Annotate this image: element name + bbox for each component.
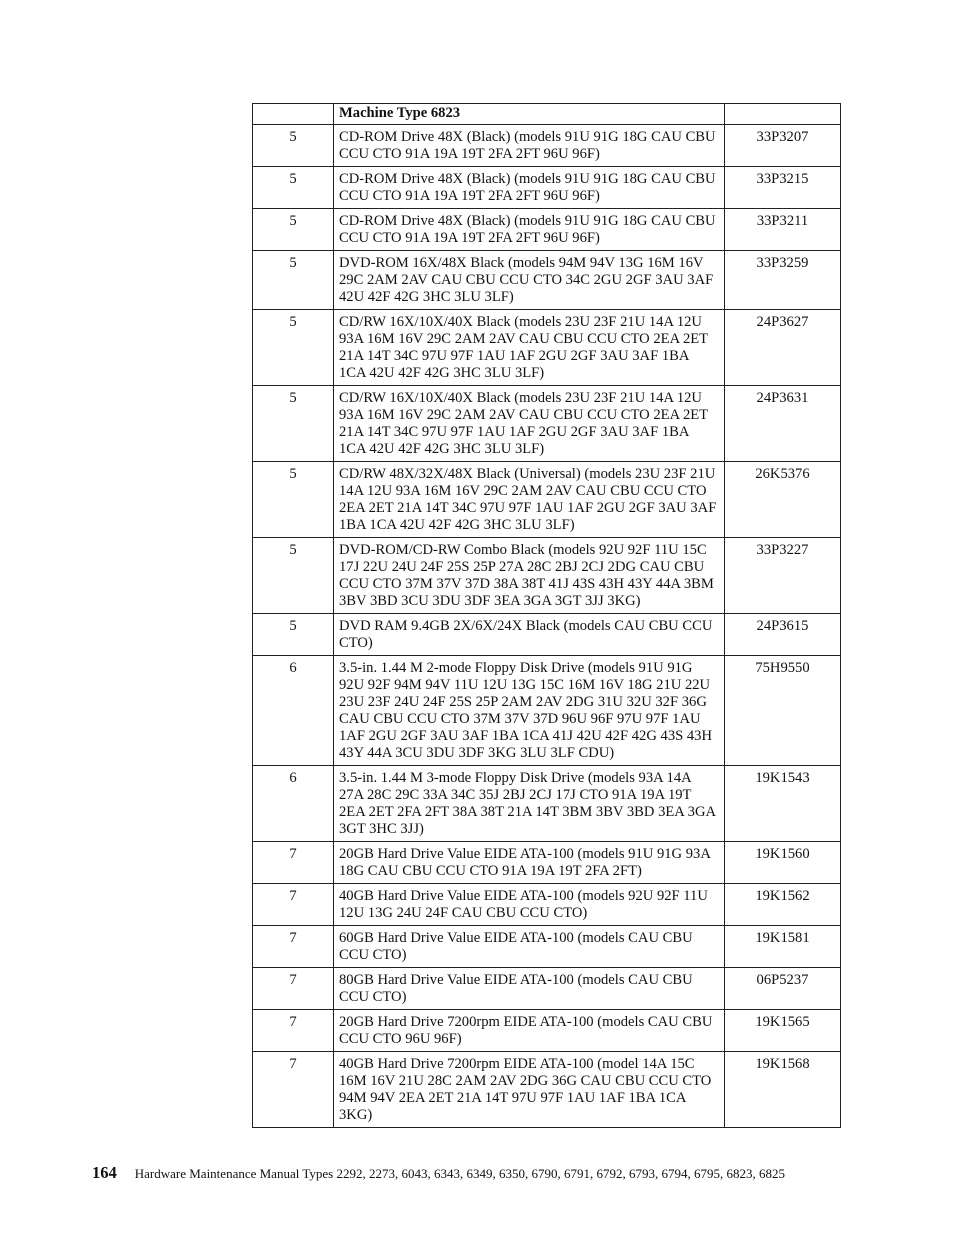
index-cell: 5	[253, 614, 334, 656]
table-row	[253, 125, 841, 167]
footer-title: Hardware Maintenance Manual Types 2292, 2273, 6043, 6343, 6349, 6350, 6790, 6791, 6792, 6793, 6794, 6795, 6823, 6825	[134, 1166, 785, 1181]
fru-number-cell: 19K1560	[725, 842, 841, 884]
fru-number-cell: 19K1562	[725, 884, 841, 926]
fru-number-cell: 19K1565	[725, 1010, 841, 1052]
index-cell: 7	[253, 884, 334, 926]
fru-number-cell: 19K1581	[725, 926, 841, 968]
fru-number-cell: 24P3631	[725, 386, 841, 462]
description-cell: 40GB Hard Drive 7200rpm EIDE ATA-100 (model 14A 15C 16M 16V 21U 28C 2AM 2AV 2DG 36G CAU CBU CCU CTO 94M 94V 2EA 2ET 21A 14T 97U 97F 1AU 1AF 1BA 1CA 3KG)	[334, 1052, 725, 1128]
table-row	[253, 209, 841, 251]
fru-number-cell: 75H9550	[725, 656, 841, 766]
table-row	[253, 386, 841, 462]
table-row	[253, 842, 841, 884]
description-cell: CD/RW 16X/10X/40X Black (models 23U 23F 21U 14A 12U 93A 16M 16V 29C 2AM 2AV CAU CBU CCU CTO 2EA 2ET 21A 14T 34C 97U 97F 1AU 1AF 2GU 2GF 3AU 3AF 1BA 1CA 42U 42F 42G 3HC 3LU 3LF)	[334, 386, 725, 462]
index-cell: 5	[253, 386, 334, 462]
description-cell: CD-ROM Drive 48X (Black) (models 91U 91G 18G CAU CBU CCU CTO 91A 19A 19T 2FA 2FT 96U 96F)	[334, 125, 725, 167]
fru-number-cell: 33P3211	[725, 209, 841, 251]
index-cell: 5	[253, 251, 334, 310]
description-cell: 3.5-in. 1.44 M 3-mode Floppy Disk Drive (models 93A 14A 27A 28C 29C 33A 34C 35J 2BJ 2CJ 17J CTO 91A 19A 19T 2EA 2ET 2FA 2FT 38A 38T 21A 14T 3BM 3BV 3BD 3EA 3GA 3GT 3HC 3JJ)	[334, 766, 725, 842]
index-cell: 5	[253, 310, 334, 386]
parts-table	[252, 103, 841, 1128]
index-cell: 5	[253, 125, 334, 167]
header-machine-type: Machine Type 6823	[334, 104, 725, 125]
description-cell: DVD-ROM 16X/48X Black (models 94M 94V 13G 16M 16V 29C 2AM 2AV CAU CBU CCU CTO 34C 2GU 2GF 3AU 3AF 42U 42F 42G 3HC 3LU 3LF)	[334, 251, 725, 310]
table-row	[253, 167, 841, 209]
index-cell: 7	[253, 842, 334, 884]
header-fru-cell	[725, 104, 841, 125]
fru-number-cell: 33P3227	[725, 538, 841, 614]
index-cell: 7	[253, 968, 334, 1010]
description-cell: DVD RAM 9.4GB 2X/6X/24X Black (models CAU CBU CCU CTO)	[334, 614, 725, 656]
table-row	[253, 926, 841, 968]
description-cell: 3.5-in. 1.44 M 2-mode Floppy Disk Drive (models 91U 91G 92U 92F 94M 94V 11U 12U 13G 15C 16M 16V 18G 21U 22U 23U 23F 24U 24F 25S 25P 2AM 2AV 2DG 31U 32U 32F 36G CAU CBU CCU CTO 37M 37V 37D 96U 96F 97U 97F 1AU 1AF 2GU 2GF 3AU 3AF 1BA 1CA 41J 42U 42F 42G 43S 43H 43Y 44A 3CU 3DU 3DF 3KG 3LU 3LF CDU)	[334, 656, 725, 766]
index-cell: 5	[253, 462, 334, 538]
index-cell: 7	[253, 1052, 334, 1128]
fru-number-cell: 06P5237	[725, 968, 841, 1010]
table-row	[253, 310, 841, 386]
index-cell: 7	[253, 1010, 334, 1052]
table-row	[253, 1052, 841, 1128]
description-cell: CD-ROM Drive 48X (Black) (models 91U 91G 18G CAU CBU CCU CTO 91A 19A 19T 2FA 2FT 96U 96F)	[334, 167, 725, 209]
fru-number-cell: 19K1568	[725, 1052, 841, 1128]
table-row	[253, 538, 841, 614]
fru-number-cell: 19K1543	[725, 766, 841, 842]
description-cell: 20GB Hard Drive 7200rpm EIDE ATA-100 (models CAU CBU CCU CTO 96U 96F)	[334, 1010, 725, 1052]
description-cell: CD/RW 48X/32X/48X Black (Universal) (models 23U 23F 21U 14A 12U 93A 16M 16V 29C 2AM 2AV CAU CBU CCU CTO 2EA 2ET 21A 14T 34C 97U 97F 1AU 1AF 2GU 2GF 3AU 3AF 1BA 1CA 42U 42F 42G 3HC 3LU 3LF)	[334, 462, 725, 538]
fru-number-cell: 24P3615	[725, 614, 841, 656]
description-cell: 40GB Hard Drive Value EIDE ATA-100 (models 92U 92F 11U 12U 13G 24U 24F CAU CBU CCU CTO)	[334, 884, 725, 926]
table-row	[253, 614, 841, 656]
fru-number-cell: 33P3215	[725, 167, 841, 209]
description-cell: CD-ROM Drive 48X (Black) (models 91U 91G 18G CAU CBU CCU CTO 91A 19A 19T 2FA 2FT 96U 96F)	[334, 209, 725, 251]
table-header-row	[253, 104, 841, 125]
table-row	[253, 251, 841, 310]
fru-number-cell: 26K5376	[725, 462, 841, 538]
description-cell: 60GB Hard Drive Value EIDE ATA-100 (models CAU CBU CCU CTO)	[334, 926, 725, 968]
parts-table-body	[253, 125, 841, 1128]
page-footer	[92, 1163, 922, 1183]
index-cell: 6	[253, 656, 334, 766]
fru-number-cell: 33P3259	[725, 251, 841, 310]
table-row	[253, 766, 841, 842]
fru-number-cell: 33P3207	[725, 125, 841, 167]
fru-number-cell: 24P3627	[725, 310, 841, 386]
description-cell: CD/RW 16X/10X/40X Black (models 23U 23F 21U 14A 12U 93A 16M 16V 29C 2AM 2AV CAU CBU CCU CTO 2EA 2ET 21A 14T 34C 97U 97F 1AU 1AF 2GU 2GF 3AU 3AF 1BA 1CA 42U 42F 42G 3HC 3LU 3LF)	[334, 310, 725, 386]
index-cell: 5	[253, 538, 334, 614]
description-cell: DVD-ROM/CD-RW Combo Black (models 92U 92F 11U 15C 17J 22U 24U 24F 25S 25P 27A 28C 2BJ 2CJ 2DG CAU CBU CCU CTO 37M 37V 37D 38A 38T 41J 43S 43H 43Y 44A 3BM 3BV 3BD 3CU 3DU 3DF 3EA 3GA 3GT 3JJ 3KG)	[334, 538, 725, 614]
table-row	[253, 884, 841, 926]
table-row	[253, 1010, 841, 1052]
table-row	[253, 968, 841, 1010]
index-cell: 7	[253, 926, 334, 968]
table-row	[253, 656, 841, 766]
index-cell: 5	[253, 167, 334, 209]
index-cell: 6	[253, 766, 334, 842]
table-row	[253, 462, 841, 538]
description-cell: 20GB Hard Drive Value EIDE ATA-100 (models 91U 91G 93A 18G CAU CBU CCU CTO 91A 19A 19T 2FA 2FT)	[334, 842, 725, 884]
index-cell: 5	[253, 209, 334, 251]
header-index-cell	[253, 104, 334, 125]
page-number: 164	[92, 1163, 117, 1182]
description-cell: 80GB Hard Drive Value EIDE ATA-100 (models CAU CBU CCU CTO)	[334, 968, 725, 1010]
